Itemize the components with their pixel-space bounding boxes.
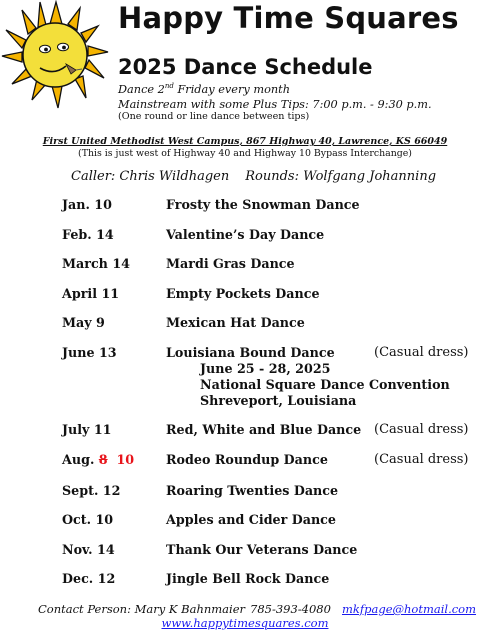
schedule-dance: Valentine’s Day Dance (166, 227, 325, 242)
schedule-date: Oct. 10 (62, 512, 114, 527)
schedule-date: March 14 (62, 256, 130, 271)
schedule-date: Dec. 12 (62, 571, 116, 586)
schedule-date: Aug. 8 10 (62, 452, 135, 467)
convention-place: Shreveport, Louisiana (200, 393, 357, 408)
schedule-dance: Rodeo Roundup Dance (166, 452, 328, 467)
venue-directions-note: (This is just west of Highway 40 and Highway 10 Bypass Interchange) (78, 148, 412, 159)
schedule-row (0, 482, 490, 500)
schedule-date: Jan. 10 (62, 197, 112, 212)
staff-line (71, 168, 436, 186)
contact-phone: 785-393-4080 (250, 602, 331, 616)
schedule-row (0, 255, 490, 273)
schedule-date: June 13 (62, 345, 117, 360)
schedule-dance: Red, White and Blue Dance (166, 422, 362, 437)
schedule-dance: Louisiana Bound Dance (166, 345, 335, 360)
schedule-date: July 11 (62, 422, 112, 437)
rescheduled-date: 10 (116, 452, 135, 467)
schedule-row (0, 570, 490, 588)
schedule-dance: Mexican Hat Dance (166, 315, 305, 330)
schedule-row (0, 285, 490, 303)
dance-level-time-text: Mainstream with some Plus Tips: 7:00 p.m. - 9:30 p.m. (118, 98, 432, 111)
schedule-date: Feb. 14 (62, 227, 114, 242)
schedule-row (0, 451, 490, 469)
schedule-row (0, 421, 490, 439)
website-link[interactable]: www.happytimesquares.com (161, 616, 329, 630)
convention-name: National Square Dance Convention (200, 377, 450, 392)
dance-frequency-text: Dance 2nd Friday every month (118, 82, 290, 96)
schedule-dance: Jingle Bell Rock Dance (166, 571, 330, 586)
schedule-date: May 9 (62, 315, 105, 330)
caller-name: Caller: Chris Wildhagen (71, 169, 230, 184)
schedule-row (0, 226, 490, 244)
schedule-dance: Thank Our Veterans Dance (166, 542, 358, 557)
schedule-dance: Apples and Cider Dance (166, 512, 336, 527)
dress-code-note: (Casual dress) (374, 345, 469, 360)
schedule-dance: Frosty the Snowman Dance (166, 197, 360, 212)
venue-address: First United Methodist West Campus, 867 Highway 40, Lawrence, KS 66049 (42, 136, 448, 147)
schedule-date: Nov. 14 (62, 542, 115, 557)
round-dance-note: (One round or line dance between tips) (118, 111, 310, 122)
schedule-dance: Mardi Gras Dance (166, 256, 295, 271)
schedule-row (0, 541, 490, 559)
page-title: Happy Time Squares (118, 1, 459, 35)
schedule-row (0, 344, 490, 362)
smiling-sun-icon (0, 0, 112, 110)
schedule-date: Sept. 12 (62, 483, 121, 498)
convention-dates: June 25 - 28, 2025 (200, 361, 331, 376)
schedule-row (0, 314, 490, 332)
schedule-subtitle: 2025 Dance Schedule (118, 55, 373, 79)
schedule-row (0, 511, 490, 529)
cancelled-date: 8 (98, 452, 108, 467)
dress-code-note: (Casual dress) (374, 422, 469, 437)
contact-person: Contact Person: Mary K Bahnmaier (38, 602, 245, 616)
rounds-name: Rounds: Wolfgang Johanning (245, 169, 437, 184)
schedule-dance: Empty Pockets Dance (166, 286, 320, 301)
dress-code-note: (Casual dress) (374, 452, 469, 467)
schedule-dance: Roaring Twenties Dance (166, 483, 339, 498)
contact-email-link[interactable]: mkfpage@hotmail.com (342, 602, 477, 616)
schedule-row (0, 196, 490, 214)
schedule-date: April 11 (62, 286, 120, 301)
contact-line (38, 602, 477, 616)
